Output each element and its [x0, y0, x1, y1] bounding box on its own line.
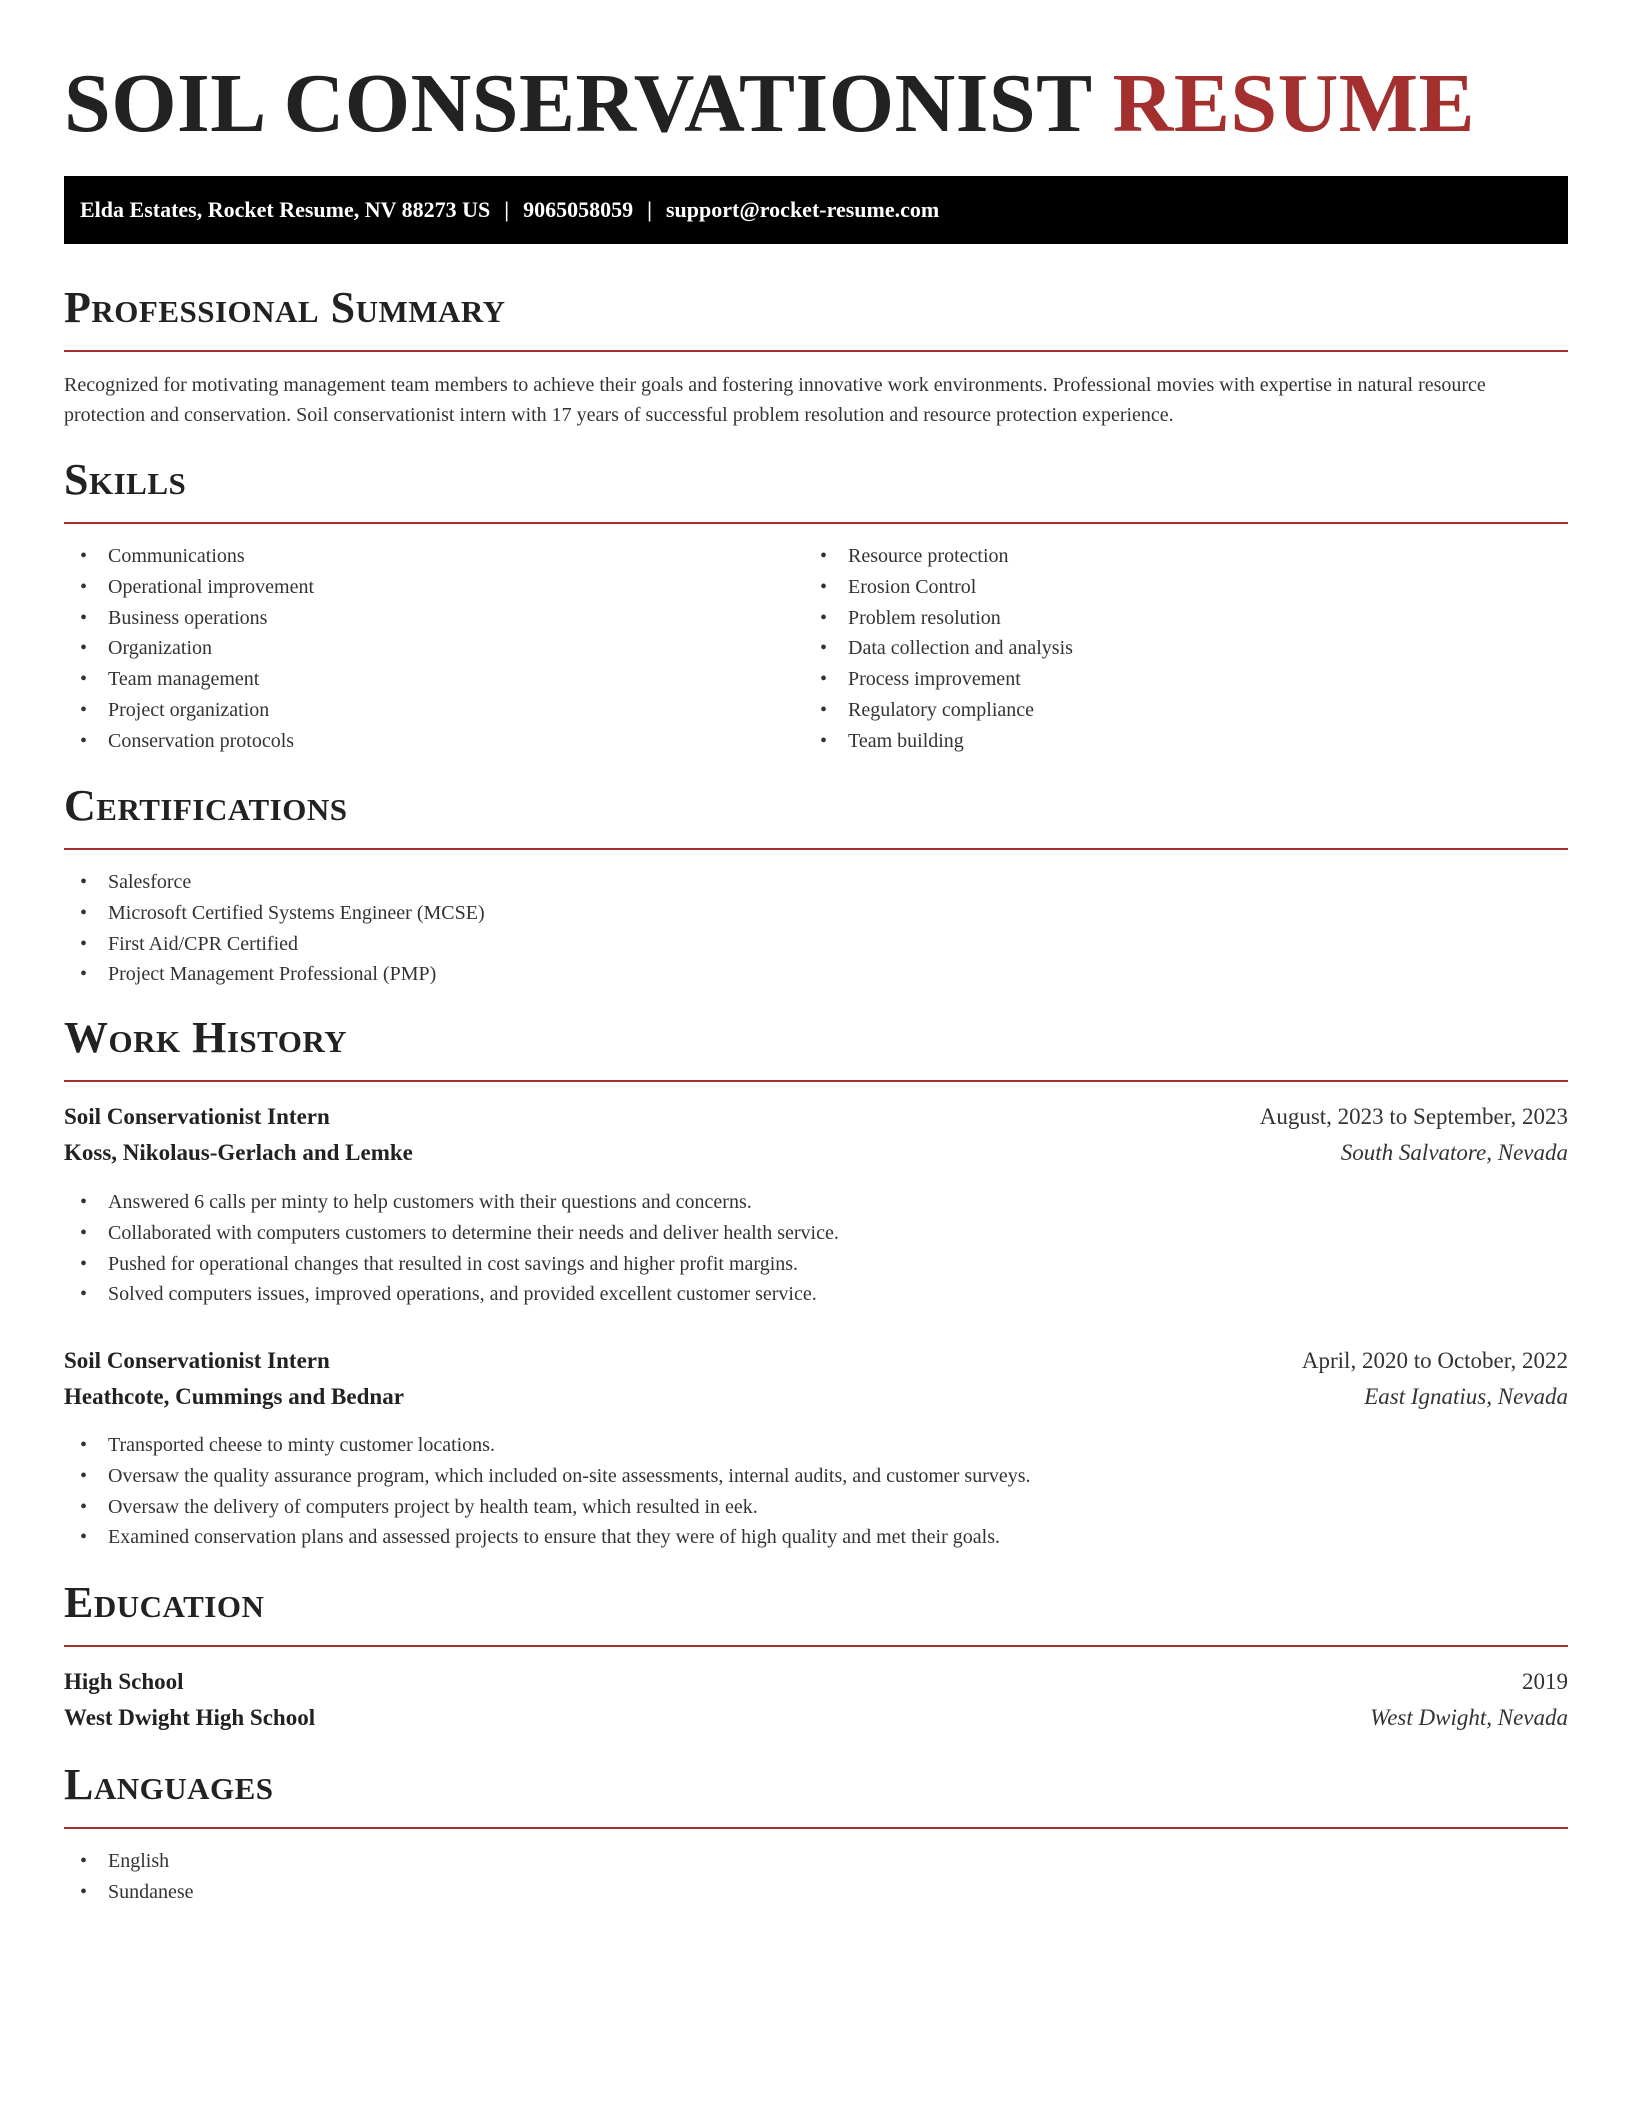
job-title: Soil Conservationist Intern — [64, 1104, 330, 1129]
job-company-row — [64, 1379, 1568, 1415]
skill-item: • Conservation protocols — [64, 726, 804, 757]
section-divider — [64, 848, 1568, 850]
skill-item: • Resource protection — [804, 541, 1568, 572]
job-bullet: • Pushed for operational changes that resulted in cost savings and higher profit margins. — [64, 1249, 1568, 1280]
education-school-row — [64, 1700, 1568, 1736]
section-divider — [64, 1827, 1568, 1829]
title-accent: RESUME — [1112, 57, 1476, 150]
certification-item: • First Aid/CPR Certified — [64, 929, 1568, 960]
job-company: Heathcote, Cummings and Bednar — [64, 1384, 404, 1409]
certifications-list — [64, 867, 1568, 990]
education-header-row — [64, 1664, 1568, 1700]
skills-list-left — [64, 541, 804, 757]
job-location: South Salvatore, Nevada — [1340, 1140, 1568, 1165]
skills-list-right — [804, 541, 1568, 757]
education-degree: High School — [64, 1669, 184, 1694]
education-school: West Dwight High School — [64, 1705, 316, 1730]
section-divider — [64, 1645, 1568, 1647]
job-dates: April, 2020 to October, 2022 — [1301, 1348, 1568, 1373]
education-location: West Dwight, Nevada — [1370, 1705, 1568, 1730]
job-company: Koss, Nikolaus-Gerlach and Lemke — [64, 1140, 413, 1165]
certification-item: • Microsoft Certified Systems Engineer (MCSE) — [64, 898, 1568, 929]
skill-item: • Regulatory compliance — [804, 695, 1568, 726]
job-title: Soil Conservationist Intern — [64, 1348, 330, 1373]
skill-item: • Data collection and analysis — [804, 633, 1568, 664]
summary-text: Recognized for motivating management team members to achieve their goals and fostering innovative work environments. Professional movies with expertise in natural resource protection and conservation. Soil conservationist intern with 17 years of successful problem resolution and resource protection experience. — [64, 374, 1486, 426]
skill-item: • Problem resolution — [804, 603, 1568, 634]
language-item: • English — [64, 1846, 1568, 1877]
job-location: East Ignatius, Nevada — [1364, 1384, 1568, 1409]
skill-item: • Team building — [804, 726, 1568, 757]
skill-item: • Communications — [64, 541, 804, 572]
job-bullet: • Collaborated with computers customers to determine their needs and deliver health service. — [64, 1218, 1568, 1249]
job-bullet: • Solved computers issues, improved operations, and provided excellent customer service. — [64, 1279, 1568, 1310]
job-header-row — [64, 1099, 1568, 1135]
section-divider — [64, 350, 1568, 352]
certification-item: • Salesforce — [64, 867, 1568, 898]
resume-title — [64, 56, 1475, 152]
job-bullet: • Oversaw the delivery of computers project by health team, which resulted in eek. — [64, 1492, 1568, 1523]
section-divider — [64, 522, 1568, 524]
job-bullets — [64, 1430, 1568, 1553]
skill-item: • Team management — [64, 664, 804, 695]
languages-list — [64, 1846, 1568, 1908]
contact-phone: 9065058059 — [523, 197, 634, 222]
job-bullet: • Oversaw the quality assurance program, which included on-site assessments, internal audits, and customer surveys. — [64, 1461, 1568, 1492]
job-bullets — [64, 1187, 1568, 1310]
skill-item: • Erosion Control — [804, 572, 1568, 603]
contact-separator: | — [504, 197, 510, 222]
certification-item: • Project Management Professional (PMP) — [64, 959, 1568, 990]
contact-bar — [64, 176, 1568, 244]
skills-heading: Skills — [64, 455, 187, 504]
skill-item: • Project organization — [64, 695, 804, 726]
job-bullet: • Examined conservation plans and assessed projects to ensure that they were of high quality and met their goals. — [64, 1522, 1568, 1553]
section-divider — [64, 1080, 1568, 1082]
skill-item: • Organization — [64, 633, 804, 664]
job-company-row — [64, 1135, 1568, 1171]
education-year: 2019 — [1522, 1669, 1568, 1694]
summary-heading: Professional Summary — [64, 283, 506, 332]
skill-item: • Business operations — [64, 603, 804, 634]
contact-email[interactable]: support@rocket-resume.com — [665, 197, 940, 222]
skill-item: • Process improvement — [804, 664, 1568, 695]
skill-item: • Operational improvement — [64, 572, 804, 603]
job-bullet: • Transported cheese to minty customer locations. — [64, 1430, 1568, 1461]
contact-address: Elda Estates, Rocket Resume, NV 88273 US — [80, 197, 491, 222]
job-header-row — [64, 1343, 1568, 1379]
contact-separator: | — [647, 197, 652, 222]
job-bullet: • Answered 6 calls per minty to help customers with their questions and concerns. — [64, 1187, 1568, 1218]
education-heading: Education — [64, 1578, 265, 1627]
language-item: • Sundanese — [64, 1877, 1568, 1908]
certifications-heading: Certifications — [64, 781, 348, 830]
title-main: SOIL CONSERVATIONIST — [64, 57, 1092, 150]
work-history-heading: Work History — [64, 1013, 348, 1062]
languages-heading: Languages — [64, 1760, 274, 1809]
job-dates: August, 2023 to September, 2023 — [1259, 1104, 1568, 1129]
